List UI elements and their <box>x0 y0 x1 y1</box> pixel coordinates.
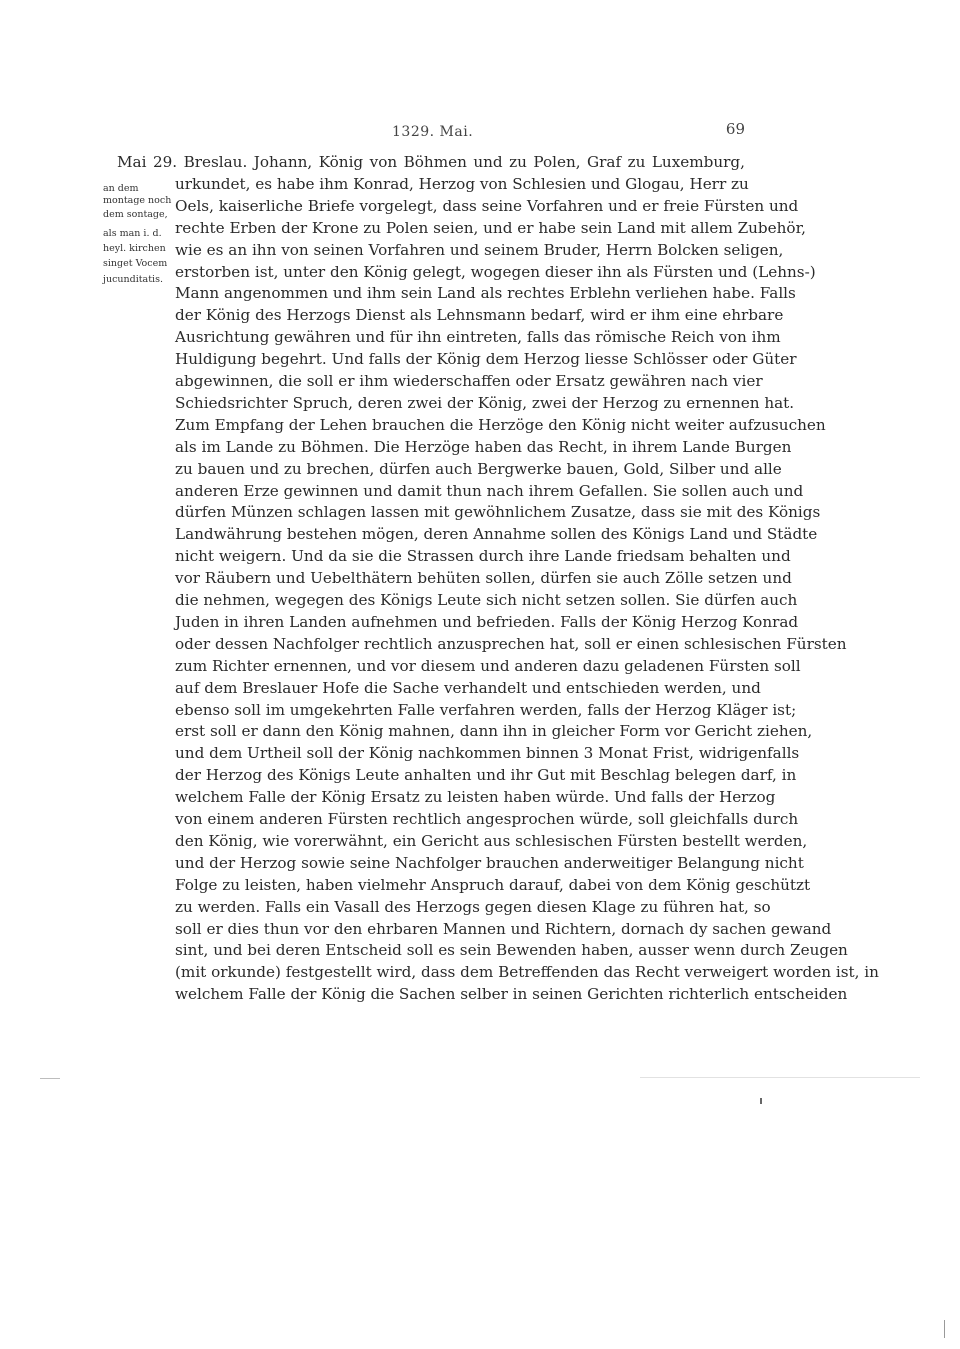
page-number: 69 <box>725 120 745 138</box>
margin-note: montage noch <box>103 195 172 206</box>
margin-note: heyl. kirchen <box>103 243 166 254</box>
text-line: der Herzog des Königs Leute anhalten und ihr Gut mit Beschlag belegen darf, in <box>175 766 797 785</box>
text-line: nicht weigern. Und da sie die Strassen durch ihre Lande friedsam behalten und <box>175 547 791 566</box>
margin-note: jucunditatis. <box>103 274 163 285</box>
text-line: soll er dies thun vor den ehrbaren Mannen und Richtern, dornach dy sachen gewand <box>175 919 832 938</box>
text-line: und dem Urtheil soll der König nachkommen binnen 3 Monat Frist, widrigenfalls <box>175 744 800 763</box>
margin-note: als man i. d. <box>103 228 162 239</box>
text-line: dürfen Münzen schlagen lassen mit gewöhnlichem Zusatze, dass sie mit des Königs <box>175 503 821 522</box>
header-date: 1329. Mai. <box>392 124 474 140</box>
text-line: Schiedsrichter Spruch, deren zwei der König, zwei der Herzog zu ernennen hat. <box>175 393 795 412</box>
margin-note: singet Vocem <box>103 258 168 269</box>
text-line: zu bauen und zu brechen, dürfen auch Bergwerke bauen, Gold, Silber und alle <box>175 459 782 478</box>
text-line: Huldigung begehrt. Und falls der König dem Herzog liesse Schlösser oder Güter <box>175 350 797 369</box>
text-line: Juden in ihren Landen aufnehmen und befrieden. Falls der König Herzog Konrad <box>175 612 799 631</box>
text-line: wie es an ihn von seinen Vorfahren und seinem Bruder, Herrn Bolcken seligen, <box>175 240 784 259</box>
text-line: welchem Falle der König die Sachen selber in seinen Gerichten richterlich entscheiden <box>175 985 848 1004</box>
text-line: von einem anderen Fürsten rechtlich angesprochen würde, soll gleichfalls durch <box>175 810 799 828</box>
text-line: Folge zu leisten, haben vielmehr Anspruch darauf, dabei von dem König geschützt <box>175 875 811 894</box>
text-line: anderen Erze gewinnen und damit thun nach ihrem Gefallen. Sie sollen auch und <box>175 481 804 500</box>
text-line: Mann angenommen und ihm sein Land als rechtes Erblehn verliehen habe. Falls <box>175 284 796 303</box>
text-line: abgewinnen, die soll er ihm wiederschaffen oder Ersatz gewähren nach vier <box>175 372 763 390</box>
scan-mark <box>760 1098 762 1104</box>
running-header <box>117 120 745 144</box>
text-line: ebenso soll im umgekehrten Falle verfahren werden, falls der Herzog Kläger ist; <box>175 700 797 719</box>
text-line: vor Räubern und Uebelthätern behüten sollen, dürfen sie auch Zölle setzen und <box>175 569 792 588</box>
text-line: den König, wie vorerwähnt, ein Gericht aus schlesischen Fürsten bestellt werden, <box>175 831 808 850</box>
text-line: auf dem Breslauer Hofe die Sache verhandelt und entschieden werden, und <box>175 678 761 697</box>
text-line: urkundet, es habe ihm Konrad, Herzog von Schlesien und Glogau, Herr zu <box>175 174 749 193</box>
text-line: Zum Empfang der Lehen brauchen die Herzöge den König nicht weiter aufzusuchen <box>175 415 826 434</box>
text-line: welchem Falle der König Ersatz zu leisten haben würde. Und falls der Herzog <box>175 788 776 807</box>
text-line: zum Richter ernennen, und vor diesem und anderen dazu geladenen Fürsten soll <box>175 656 801 675</box>
margin-note: dem sontage, <box>103 209 168 220</box>
scan-mark <box>40 1078 60 1079</box>
text-line: und der Herzog sowie seine Nachfolger brauchen anderweitiger Belangung nicht <box>175 853 804 872</box>
text-line: sint, und bei deren Entscheid soll es sein Bewenden haben, ausser wenn durch Zeugen <box>175 941 848 960</box>
text-line: Oels, kaiserliche Briefe vorgelegt, dass seine Vorfahren und er freie Fürsten und <box>175 196 799 215</box>
text-line: Ausrichtung gewähren und für ihn eintreten, falls das römische Reich von ihm <box>175 328 781 347</box>
text-line: rechte Erben der Krone zu Polen seien, und er habe sein Land mit allem Zubehör, <box>175 218 806 237</box>
text-line: als im Lande zu Böhmen. Die Herzöge haben das Recht, in ihrem Lande Burgen <box>175 437 792 456</box>
text-line: der König des Herzogs Dienst als Lehnsmann bedarf, wird er ihm eine ehrbare <box>175 306 784 325</box>
margin-note: an dem <box>103 183 139 194</box>
scan-mark <box>944 1320 945 1338</box>
text-line: erst soll er dann den König mahnen, dann ihn in gleicher Form vor Gericht ziehen, <box>175 722 813 741</box>
text-line: Mai 29. Breslau. Johann, König von Böhmen und zu Polen, Graf zu Luxemburg, <box>117 153 745 171</box>
text-line: (mit orkunde) festgestellt wird, dass dem Betreffenden das Recht verweigert worden ist, in <box>175 963 879 982</box>
scan-mark <box>640 1077 920 1078</box>
text-line: zu werden. Falls ein Vasall des Herzogs gegen diesen Klage zu führen hat, so <box>175 897 771 916</box>
text-line: erstorben ist, unter den König gelegt, wogegen dieser ihn als Fürsten und (Lehns-) <box>175 262 816 281</box>
text-line: oder dessen Nachfolger rechtlich anzusprechen hat, soll er einen schlesischen Fürsten <box>175 634 847 653</box>
text-line: Landwährung bestehen mögen, deren Annahme sollen des Königs Land und Städte <box>175 525 818 544</box>
text-line: die nehmen, wegegen des Königs Leute sich nicht setzen sollen. Sie dürfen auch <box>175 591 798 609</box>
